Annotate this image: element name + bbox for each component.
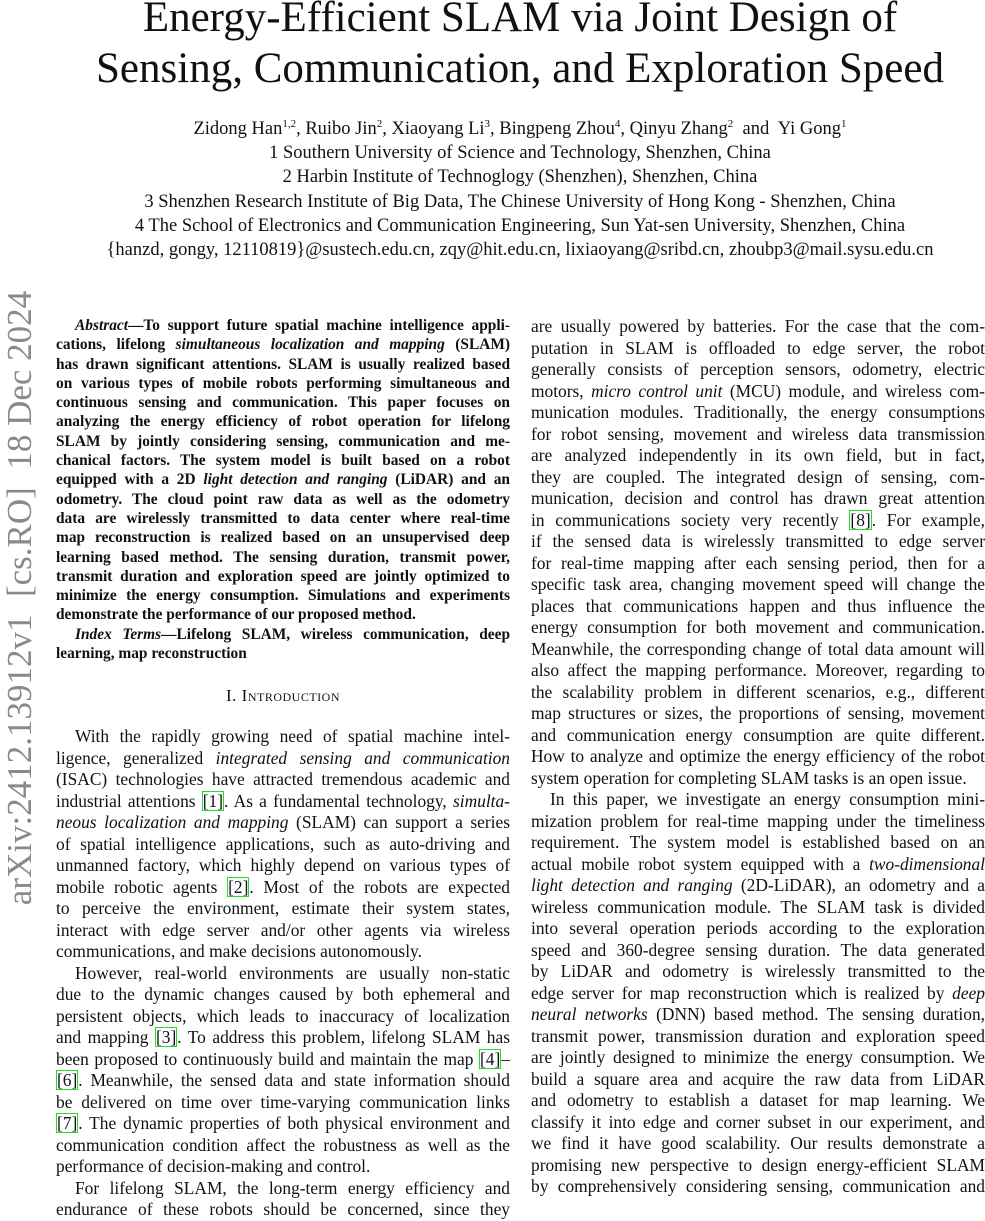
text-line: [531, 488, 985, 510]
text-line: [531, 1090, 985, 1112]
text-run: endurance of these robots should be concerned, since they: [56, 1199, 510, 1220]
citation-link[interactable]: [1]: [202, 790, 224, 811]
text-run: equipped with a 2D: [56, 471, 204, 489]
text-run: demonstrate the performance of our proposed method.: [56, 606, 416, 624]
text-run: we find it have good scalability. Our results demonstrate a: [531, 1133, 985, 1153]
text-run: unmanned factory, which highly depend on various types of: [56, 855, 510, 876]
body-paragraph: [56, 963, 510, 1178]
section-heading-introduction: I. Introduction: [226, 686, 340, 706]
text-line: [531, 1004, 985, 1026]
citation-link[interactable]: [4]: [480, 1048, 501, 1069]
body-paragraph: [531, 789, 985, 1198]
text-run: . To address this problem, lifelong SLAM has: [177, 1027, 510, 1048]
introduction-body-left: [56, 726, 510, 1221]
text-line: [56, 812, 510, 834]
text-run: places that communications happen and thus influence the: [531, 595, 985, 616]
text-run: neural networks: [531, 1004, 648, 1024]
text-run: , Bingpeng Zhou: [490, 119, 615, 139]
text-run: edge server for map reconstruction which is realized by: [531, 982, 953, 1003]
text-run: in communications society very recently: [531, 509, 850, 530]
text-run: map structures or sizes, the proportions of sensing, movement: [531, 703, 985, 723]
text-line: [56, 769, 510, 791]
author-block: [0, 117, 985, 262]
text-line: [531, 1047, 985, 1069]
text-line: [531, 467, 985, 489]
text-run: to perceive the environment, estimate their system states,: [56, 898, 510, 919]
text-line: [56, 1092, 510, 1114]
text-run: requirement. The system model is established based on an: [531, 832, 985, 852]
affiliation-superscript: 4: [614, 117, 621, 130]
text-run: –: [501, 1048, 510, 1069]
text-line: [531, 338, 985, 360]
text-run: into several operation periods according to the exploration: [531, 918, 985, 938]
text-run: speed and 360-degree sensing duration. The data generated: [531, 939, 985, 960]
text-line: [531, 617, 985, 639]
text-run: learning based method. The sensing duration, transmit power,: [56, 548, 510, 566]
text-line: [56, 316, 510, 335]
arxiv-side-stamp: arXiv:2412.13912v1 [cs.RO] 18 Dec 2024: [0, 290, 39, 906]
text-line: [531, 832, 985, 854]
text-line: [531, 1133, 985, 1155]
text-line: [531, 725, 985, 747]
text-run: integrated sensing and communication: [215, 747, 511, 768]
text-run: With the rapidly growing need of spatial machine intel-: [75, 726, 510, 747]
affiliation-superscript: 1: [841, 117, 847, 130]
affiliation-line: [0, 190, 985, 214]
text-line: [531, 553, 985, 575]
text-line: [56, 1135, 510, 1157]
text-run: neous localization and mapping: [56, 812, 289, 833]
text-run: they are coupled. The integrated design of sensing, com-: [531, 466, 985, 487]
text-line: [56, 834, 510, 856]
text-run: and mapping: [56, 1027, 155, 1048]
text-line: [531, 811, 985, 833]
text-run: two-dimensional: [869, 853, 985, 874]
text-run: mization problem for real-time mapping under the timeliness: [531, 810, 985, 831]
author-emails: [0, 238, 985, 262]
text-run: , Qinyu Zhang: [620, 119, 728, 139]
body-paragraph: [56, 726, 510, 963]
text-run: of spatial intelligence applications, such as auto-driving and: [56, 833, 510, 854]
affiliation-superscript: 2: [376, 117, 383, 130]
text-run: For lifelong SLAM, the long-term energy efficiency and: [75, 1177, 510, 1198]
citation-link[interactable]: [6]: [57, 1070, 78, 1091]
text-run: on various types of mobile robots performing simultaneous and: [56, 374, 510, 392]
text-line: [56, 984, 510, 1006]
text-run: micro control unit: [591, 380, 723, 401]
text-line: [531, 682, 985, 704]
text-run: and odometry to establish a dataset for map learning. We: [531, 1090, 985, 1110]
text-run: 2 Harbin Institute of Technoglogy (Shenzhen), Shenzhen, China: [282, 167, 758, 188]
text-run: system operation for completing SLAM tasks is an open issue.: [531, 767, 967, 788]
text-line: [531, 961, 985, 983]
text-line: [56, 625, 510, 644]
text-line: [56, 1156, 510, 1178]
text-run: persistent objects, which leads to inaccuracy of localization: [56, 1005, 510, 1026]
text-run: industrial attentions: [56, 790, 202, 811]
text-line: [531, 746, 985, 768]
text-run: data are wirelessly transmitted to data center where real-time: [56, 509, 510, 527]
text-run: motors,: [531, 380, 592, 401]
text-line: [56, 1199, 510, 1221]
affiliation-superscript: 1,2: [282, 117, 297, 130]
text-line: [531, 381, 985, 403]
paper-title: [0, 0, 985, 94]
text-run: minimize the energy consumption. Simulations and experiments: [56, 587, 510, 605]
text-run: . As a fundamental technology,: [224, 790, 453, 811]
text-run: build a square area and acquire the raw data from LiDAR: [531, 1068, 985, 1089]
text-line: [56, 748, 510, 770]
text-run: . Meanwhile, the sensed data and state information should: [78, 1070, 510, 1091]
text-line: [56, 1178, 510, 1200]
text-line: [56, 726, 510, 748]
text-run: (SLAM) can support a series: [288, 812, 510, 833]
text-run: odometry. The cloud point raw data as well as the odometry: [56, 490, 510, 508]
text-line: [56, 509, 510, 528]
text-run: munication modules. Traditionally, the energy consumptions: [531, 402, 985, 422]
text-run: performance of decision-making and control.: [56, 1156, 371, 1177]
affiliation-line: [0, 165, 985, 189]
text-line: [56, 920, 510, 942]
citation-link[interactable]: [3]: [155, 1027, 177, 1048]
text-run: learning, map reconstruction: [56, 645, 247, 663]
title-line-1: Energy-Efficient SLAM via Joint Design of: [142, 0, 898, 41]
text-line: [531, 359, 985, 381]
text-run: . For example,: [871, 509, 985, 530]
text-run: . Most of the robots are expected: [249, 876, 510, 897]
text-run: munication, decision and control has drawn great attention: [531, 488, 985, 508]
text-line: [531, 875, 985, 897]
text-run: deep: [952, 982, 985, 1003]
text-line: [531, 1069, 985, 1091]
text-run: (2D-LiDAR), an odometry and a: [732, 875, 985, 895]
text-run: energy consumption for both movement and communication.: [531, 617, 985, 637]
text-line: [531, 703, 985, 725]
text-line: [56, 432, 510, 451]
text-run: map reconstruction is realized based on an unsupervised deep: [56, 529, 510, 547]
text-run: mobile robotic agents: [56, 876, 228, 897]
text-run: and Yi Gong: [733, 119, 842, 139]
text-line: [56, 877, 510, 899]
text-run: due to the dynamic changes caused by both ephemeral and: [56, 984, 510, 1005]
text-run: 1 Southern University of Science and Technology, Shenzhen, China: [269, 143, 771, 164]
text-run: (ISAC) technologies have attracted tremendous academic and: [56, 769, 510, 790]
text-run: and communication energy consumption are quite different.: [531, 724, 985, 745]
text-line: [56, 451, 510, 470]
text-line: [56, 1006, 510, 1028]
text-line: [531, 402, 985, 424]
text-line: [531, 1026, 985, 1048]
abstract-paragraph: [56, 625, 510, 664]
text-line: [56, 1070, 510, 1092]
text-run: Zidong Han: [193, 119, 283, 139]
text-run: specific task area, changing movement speed will change the: [531, 574, 985, 594]
text-run: , Xiaoyang Li: [382, 119, 485, 139]
text-run: analyzing the energy efficiency of robot operation for lifelong: [56, 413, 510, 431]
text-run: {hanzd, gongy, 12110819}@sustech.edu.cn, zqy@hit.edu.cn, lixiaoyang@sribd.cn, zhoubp3@mail.sysu.edu.cn: [106, 240, 934, 261]
text-line: [56, 941, 510, 963]
text-line: [531, 918, 985, 940]
text-line: [531, 854, 985, 876]
text-run: continuous sensing and communication. This paper focuses on: [56, 394, 510, 412]
text-run: generally consists of perception sensors, odometry, electric: [531, 359, 985, 379]
text-line: [56, 528, 510, 547]
text-line: [56, 855, 510, 877]
text-run: Meanwhile, the corresponding change of total data amount will: [531, 638, 985, 659]
text-line: [56, 393, 510, 412]
abstract: [56, 316, 510, 663]
text-run: promising new perspective to design energy-efficient SLAM: [531, 1154, 985, 1175]
text-run: (LiDAR) and an: [387, 471, 510, 489]
title-line-2: Sensing, Communication, and Exploration Speed: [96, 45, 944, 92]
text-line: [531, 1155, 985, 1177]
body-paragraph: [56, 1178, 510, 1221]
text-run: How to analyze and optimize the energy efficiency of the robot: [531, 746, 985, 766]
text-run: communication condition affect the robustness as well as the: [56, 1134, 510, 1155]
text-run: —To support future spatial machine intelligence appli-: [128, 317, 510, 334]
text-line: [531, 531, 985, 553]
text-line: [531, 316, 985, 338]
text-line: [531, 1112, 985, 1134]
text-line: [56, 567, 510, 586]
text-run: are jointly designed to minimize the energy consumption. We: [531, 1047, 985, 1067]
text-run: transmit power, transmission duration and exploration speed: [531, 1025, 985, 1046]
text-line: [56, 470, 510, 489]
abstract-paragraph: [56, 316, 510, 625]
text-run: interact with edge server and/or other agents via wireless: [56, 919, 510, 940]
text-line: [56, 412, 510, 431]
text-run: However, real-world environments are usually non-static: [75, 962, 510, 983]
text-run: (DNN) based method. The sensing duration,: [647, 1004, 985, 1024]
text-line: [531, 639, 985, 661]
text-line: [56, 1113, 510, 1135]
text-run: wireless communication module. The SLAM task is divided: [531, 896, 985, 917]
text-line: [56, 548, 510, 567]
text-run: simulta-: [452, 790, 510, 811]
text-run: if the sensed data is wirelessly transmitted to edge server: [531, 531, 985, 551]
text-line: [531, 424, 985, 446]
text-line: [56, 1027, 510, 1049]
text-run: 3 Shenzhen Research Institute of Big Data, The Chinese University of Hong Kong - Shenzhen, China: [144, 191, 896, 212]
author-names: [0, 117, 985, 141]
text-run: ligence, generalized: [56, 747, 216, 768]
text-run: In this paper, we investigate an energy consumption mini-: [550, 789, 985, 809]
text-run: communications, and make decisions autonomously.: [56, 941, 422, 962]
text-run: are usually powered by batteries. For the case that the com-: [531, 316, 985, 336]
body-paragraph: [531, 316, 985, 789]
text-run: actual mobile robot system equipped with a: [531, 853, 870, 874]
text-line: [531, 596, 985, 618]
text-run: cations, lifelong: [56, 336, 176, 354]
text-run: light detection and ranging: [203, 471, 388, 489]
text-run: has drawn significant attentions. SLAM is usually realized based: [56, 355, 510, 373]
text-line: [56, 644, 510, 663]
text-line: [56, 335, 510, 354]
text-line: [531, 1176, 985, 1198]
text-run: be delivered on time over time-varying communication links: [56, 1091, 510, 1112]
text-run: putation in SLAM is offloaded to edge server, the robot: [531, 337, 985, 358]
affiliation-superscript: 3: [484, 117, 491, 130]
text-line: [56, 605, 510, 624]
text-run: , Ruibo Jin: [296, 119, 377, 139]
text-run: for robot sensing, movement and wireless data transmission: [531, 423, 985, 444]
text-run: Abstract: [75, 317, 129, 334]
right-column: [531, 316, 985, 1198]
text-line: [56, 490, 510, 509]
text-run: light detection and ranging: [531, 875, 733, 895]
text-run: the scalability problem in different scenarios, e.g., different: [531, 681, 985, 702]
text-line: [56, 355, 510, 374]
text-line: [531, 660, 985, 682]
text-line: [531, 574, 985, 596]
text-line: [531, 510, 985, 532]
text-line: [56, 791, 510, 813]
affiliation-line: [0, 214, 985, 238]
text-run: simultaneous localization and mapping: [175, 336, 445, 354]
affiliation-superscript: 2: [727, 117, 734, 130]
text-run: transmit duration and exploration speed are jointly optimized to: [56, 567, 510, 585]
text-run: Index Terms: [75, 625, 162, 643]
text-run: are analyzed independently in its own field, but in fact,: [531, 445, 985, 465]
text-line: [56, 586, 510, 605]
text-run: been proposed to continuously build and maintain the map: [56, 1048, 480, 1069]
affiliation-line: [0, 141, 985, 165]
text-line: [56, 374, 510, 393]
citation-link[interactable]: [7]: [57, 1113, 78, 1134]
text-line: [56, 898, 510, 920]
text-line: [531, 940, 985, 962]
text-run: by LiDAR and odometry is wirelessly transmitted to the: [531, 961, 985, 981]
text-line: [531, 445, 985, 467]
text-run: for real-time mapping after each sensing period, then for a: [531, 552, 985, 573]
text-run: . The dynamic properties of both physical environment and: [78, 1113, 510, 1134]
text-run: chanical factors. The system model is built based on a robot: [56, 452, 510, 470]
text-run: (SLAM): [444, 336, 510, 354]
text-line: [531, 789, 985, 811]
text-line: [531, 983, 985, 1005]
text-line: [56, 963, 510, 985]
citation-link[interactable]: [2]: [228, 876, 249, 897]
text-run: 4 The School of Electronics and Communication Engineering, Sun Yat-sen University, Shenzhen, China: [134, 215, 906, 236]
text-line: [56, 1049, 510, 1071]
text-line: [531, 897, 985, 919]
text-run: —Lifelong SLAM, wireless communication, deep: [161, 625, 511, 643]
text-run: SLAM by jointly considering sensing, communication and me-: [56, 432, 510, 450]
citation-link[interactable]: [8]: [850, 509, 871, 530]
text-run: classify it into edge and corner subset in our experiment, and: [531, 1111, 985, 1132]
left-column: [56, 316, 510, 1221]
text-run: by comprehensively considering sensing, communication and: [531, 1176, 985, 1196]
text-run: also affect the mapping performance. Moreover, regarding to: [531, 660, 985, 680]
text-run: (MCU) module, and wireless com-: [722, 380, 985, 401]
text-line: [531, 768, 985, 790]
